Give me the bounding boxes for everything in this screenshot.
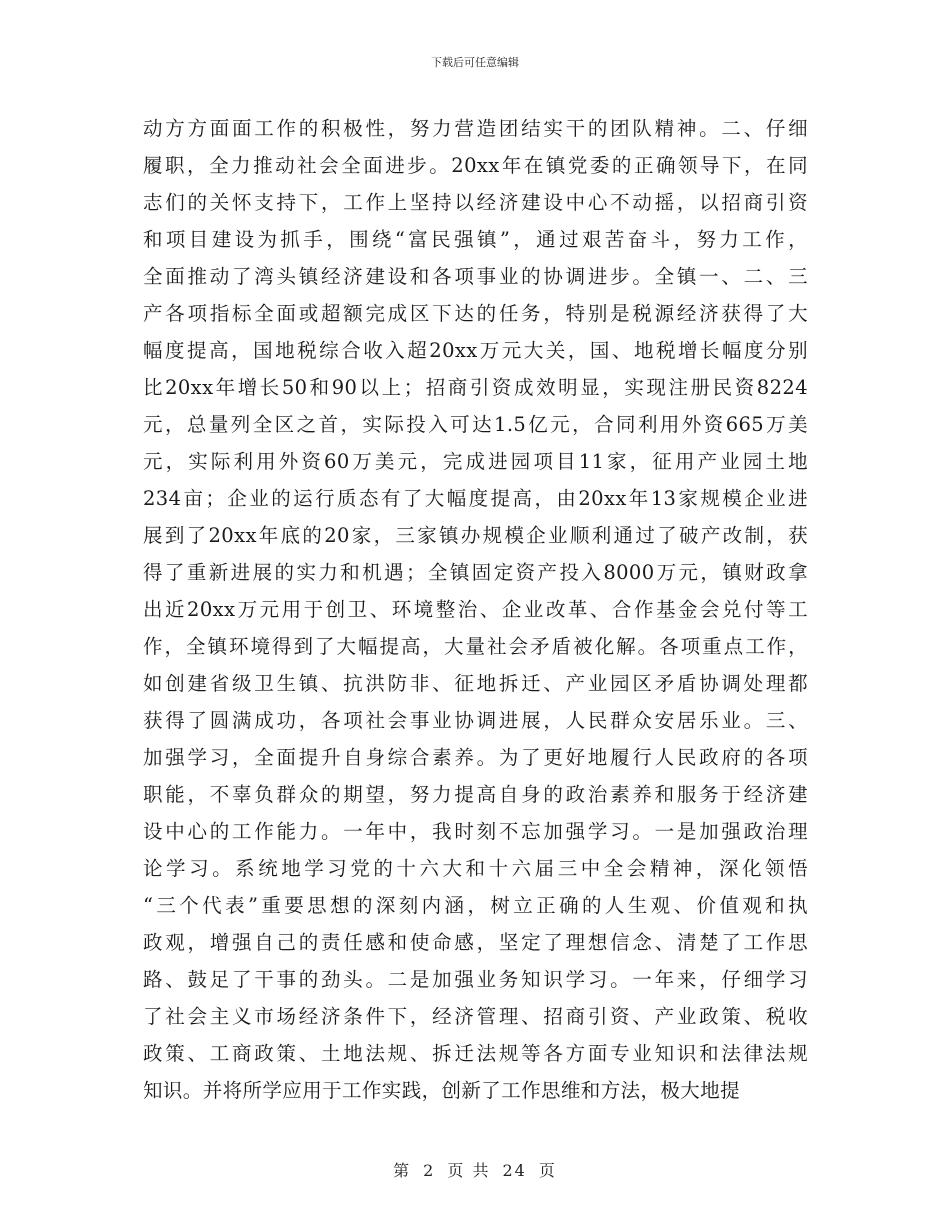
body-line: 加强学习，全面提升自身综合素养。为了更好地履行人民政府的各项 xyxy=(143,746,808,769)
body-line: 产各项指标全面或超额完成区下达的任务，特别是税源经济获得了大 xyxy=(143,302,808,325)
body-line: 志们的关怀支持下，工作上坚持以经济建设中心不动摇，以招商引资 xyxy=(143,191,808,214)
body-line: 知识。并将所学应用于工作实践，创新了工作思维和方法，极大地提 xyxy=(143,1079,741,1102)
body-line: 路、鼓足了干事的劲头。二是加强业务知识学习。一年来，仔细学习 xyxy=(143,968,808,991)
body-line: 论学习。系统地学习党的十六大和十六届三中全会精神，深化领悟 xyxy=(143,857,808,880)
body-line: 展到了20xx年底的20家，三家镇办规模企业顺利通过了破产改制，获 xyxy=(143,524,808,547)
footer-current-page: 2 xyxy=(423,1161,436,1180)
body-line: 出近20xx万元用于创卫、环境整治、企业改革、合作基金会兑付等工 xyxy=(143,598,808,621)
footer-total-pages: 24 xyxy=(502,1161,527,1180)
body-line: 获得了圆满成功，各项社会事业协调进展，人民群众安居乐业。三、 xyxy=(143,709,808,732)
body-line: 政观，增强自己的责任感和使命感，坚定了理想信念、清楚了工作思 xyxy=(143,931,808,954)
body-line: 了社会主义市场经济条件下，经济管理、招商引资、产业政策、税收 xyxy=(143,1005,808,1028)
body-line: 全面推动了湾头镇经济建设和各项事业的协调进步。全镇一、二、三 xyxy=(143,265,808,288)
body-line: 得了重新进展的实力和机遇；全镇固定资产投入8000万元，镇财政拿 xyxy=(143,561,808,584)
body-line: 设中心的工作能力。一年中，我时刻不忘加强学习。一是加强政治理 xyxy=(143,820,808,843)
body-line: 元，实际利用外资60万美元，完成进园项目11家，征用产业园土地 xyxy=(143,450,808,473)
page-header xyxy=(0,54,950,70)
body-line: 比20xx年增长50和90以上；招商引资成效明显，实现注册民资8224 xyxy=(143,376,808,399)
body-line: 如创建省级卫生镇、抗洪防非、征地拆迁、产业园区矛盾协调处理都 xyxy=(143,672,808,695)
header-note: 下载后可任意编辑 xyxy=(431,56,519,69)
body-line: 动方方面面工作的积极性，努力营造团结实干的团队精神。二、仔细 xyxy=(143,117,808,140)
footer-prefix: 第 xyxy=(393,1161,412,1180)
page-number-footer xyxy=(0,1158,950,1181)
body-line: 元，总量列全区之首，实际投入可达1.5亿元，合同利用外资665万美 xyxy=(143,413,808,436)
footer-middle: 页 共 xyxy=(447,1161,491,1180)
body-line: 职能，不辜负群众的期望，努力提高自身的政治素养和服务于经济建 xyxy=(143,783,808,806)
body-text xyxy=(143,110,808,1109)
body-line: 作，全镇环境得到了大幅提高，大量社会矛盾被化解。各项重点工作， xyxy=(143,635,808,658)
body-line: 幅度提高，国地税综合收入超20xx万元大关，国、地税增长幅度分别 xyxy=(143,339,808,362)
body-line: 234亩；企业的运行质态有了大幅度提高，由20xx年13家规模企业进 xyxy=(143,487,808,510)
body-line: “三个代表”重要思想的深刻内涵，树立正确的人生观、价值观和执 xyxy=(143,894,808,917)
body-line: 政策、工商政策、土地法规、拆迁法规等各方面专业知识和法律法规 xyxy=(143,1042,808,1065)
body-line: 履职，全力推动社会全面进步。20xx年在镇党委的正确领导下，在同 xyxy=(143,154,808,177)
body-line: 和项目建设为抓手，围绕“富民强镇”，通过艰苦奋斗，努力工作， xyxy=(143,228,808,251)
footer-suffix: 页 xyxy=(538,1161,557,1180)
